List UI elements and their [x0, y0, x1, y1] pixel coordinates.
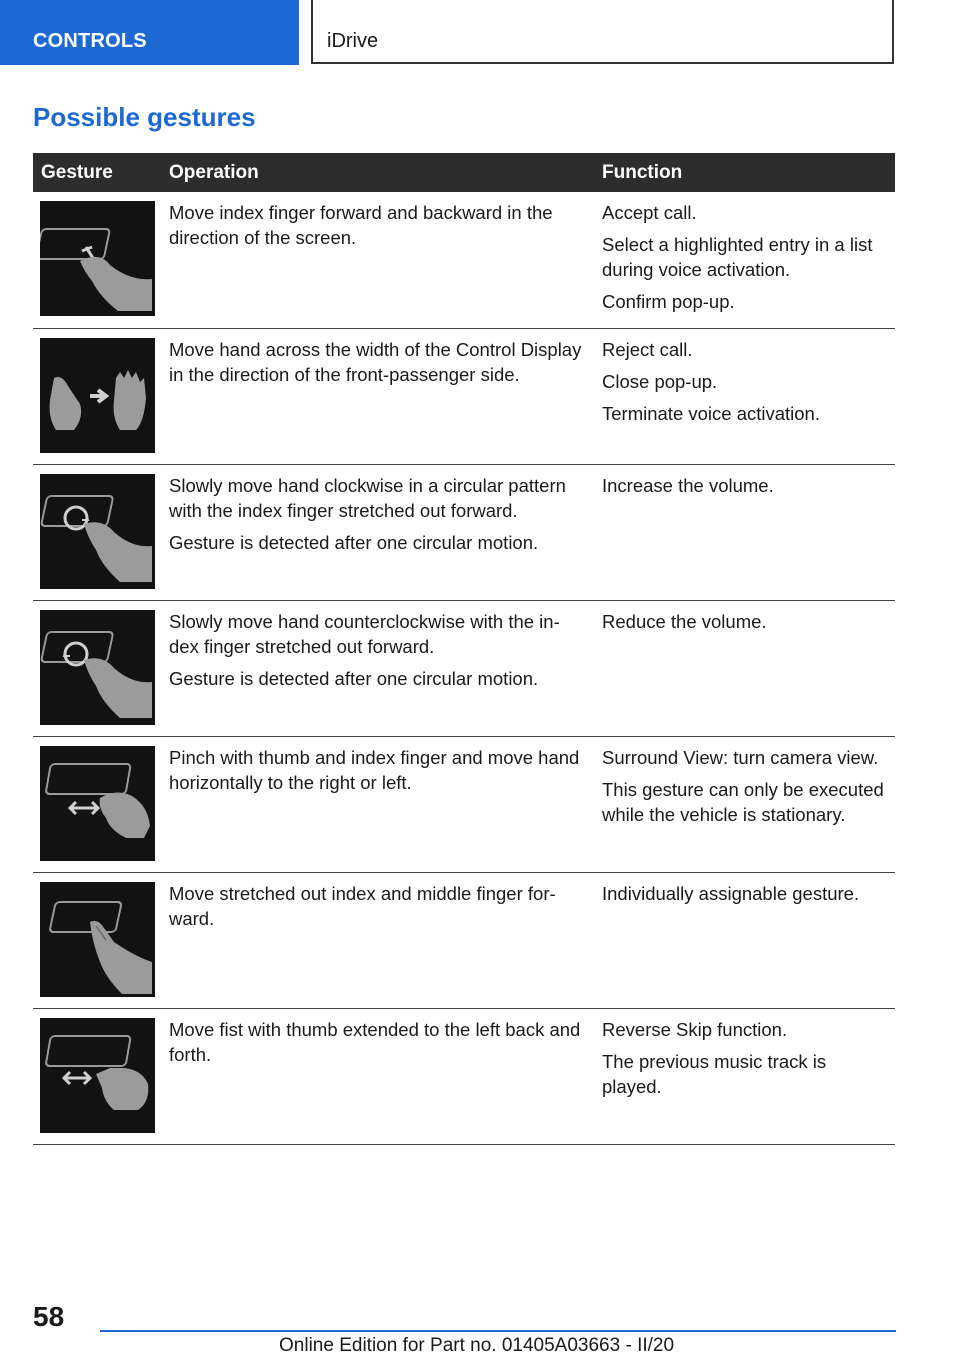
table-row — [33, 872, 895, 1008]
column-header-operation: Operation — [156, 153, 589, 192]
operation-text: Move index finger forward and backward in the direction of the screen. — [169, 202, 553, 248]
operation-text: Gesture is detected after one circular motion. — [169, 531, 539, 553]
clockwise-circle-gesture-icon — [40, 474, 155, 589]
operation-text: Pinch with thumb and index finger and move hand horizontally to the right or left. — [169, 746, 580, 793]
section-label: CONTROLS — [33, 30, 147, 52]
table-row — [33, 464, 895, 600]
two-finger-forward-icon — [40, 882, 155, 997]
operation-text: Slowly move hand clockwise in a circular pattern with the index finger stretched out forward. — [169, 474, 566, 521]
function-text: This gesture can only be executed while the vehicle is stationary. — [602, 778, 884, 825]
section-tab — [0, 0, 299, 65]
hand-swipe-passenger-side-icon — [40, 338, 155, 453]
operation-text: Slowly move hand counterclockwise with the index finger stretched out forward. — [169, 610, 560, 657]
function-text: Reject call. — [602, 338, 693, 360]
function-text: Surround View: turn camera view. — [602, 746, 879, 768]
chapter-label: iDrive — [327, 30, 379, 52]
footer-divider — [100, 1330, 896, 1332]
page-number: 58 — [33, 1301, 65, 1332]
footer-edition: Online Edition for Part no. 01405A03663 - II/20 — [279, 1335, 675, 1356]
table-header-row — [33, 153, 895, 192]
operation-text: Move fist with thumb extended to the left back and forth. — [169, 1018, 581, 1065]
counterclockwise-circle-gesture-icon — [40, 610, 155, 725]
chapter-header — [311, 0, 894, 64]
function-text: Reverse Skip function. — [602, 1018, 788, 1040]
page-title: Possible gestures — [33, 102, 256, 132]
table-row — [33, 736, 895, 872]
table-row — [33, 192, 895, 328]
gestures-table — [33, 153, 895, 1145]
column-header-gesture: Gesture — [33, 153, 156, 192]
index-finger-forward-backward-icon — [40, 201, 155, 316]
function-text: Reduce the volume. — [602, 610, 767, 632]
fist-thumb-left-icon — [40, 1018, 155, 1133]
function-text: Individually assignable gesture. — [602, 882, 860, 904]
operation-text: Move stretched out index and middle finger forward. — [169, 882, 556, 929]
pinch-move-horizontal-icon — [40, 746, 155, 861]
table-row — [33, 328, 895, 464]
column-header-function: Function — [589, 153, 895, 192]
operation-text: Gesture is detected after one circular motion. — [169, 667, 539, 689]
table-row — [33, 600, 895, 736]
function-text: Accept call. — [602, 202, 697, 223]
table-row — [33, 1008, 895, 1144]
function-text: Confirm pop-up. — [602, 291, 735, 312]
function-text: The previous music track is played. — [602, 1050, 827, 1097]
operation-text: Move hand across the width of the Control Display in the direction of the front-passenger side. — [169, 338, 582, 385]
function-text: Close pop-up. — [602, 370, 718, 392]
function-text: Terminate voice activation. — [602, 402, 820, 424]
function-text: Increase the volume. — [602, 474, 774, 496]
function-text: Select a highlighted entry in a list during voice activation. — [602, 234, 873, 280]
